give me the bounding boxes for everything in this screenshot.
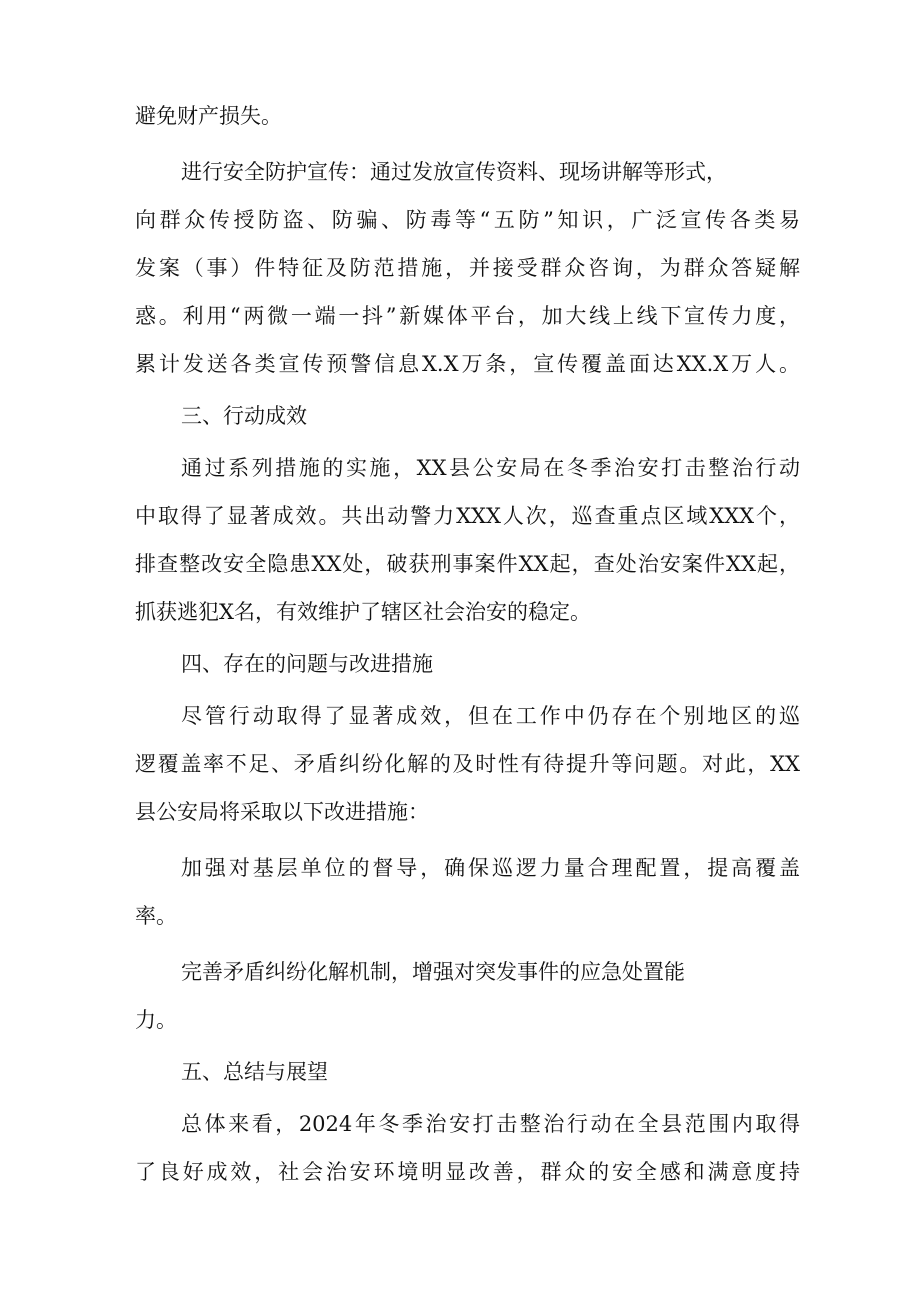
paragraph-improvement-2 (135, 948, 800, 1044)
spacer (135, 836, 800, 844)
paragraph-results (135, 444, 800, 636)
paragraph-improvement-1 (135, 844, 800, 940)
section-heading-issues: 四、存在的问题与改进措施 (181, 652, 433, 676)
text-line: 了良好成效，社会治安环境明显改善，群众的安全感和满意度持 (135, 1160, 800, 1184)
spacer (135, 940, 800, 948)
text-line: 中取得了显著成效。共出动警力XXX人次，巡查重点区域XXX个， (135, 504, 800, 528)
text-line: 惑。利用“两微一端一抖”新媒体平台，加大线上线下宣传力度， (135, 304, 800, 328)
text-line: 率。 (135, 904, 177, 928)
text-line: 逻覆盖率不足、矛盾纠纷化解的及时性有待提升等问题。对此，XX (135, 752, 800, 776)
paragraph-safety-publicity (135, 148, 800, 388)
text-line: 尽管行动取得了显著成效，但在工作中仍存在个别地区的巡 (181, 704, 800, 728)
paragraph-continuation (135, 92, 800, 140)
text-line: 累计发送各类宣传预警信息X.X万条，宣传覆盖面达XX.X万人。 (135, 352, 800, 376)
text-line: 力。 (135, 1008, 177, 1032)
text-line: 向群众传授防盗、防骗、防毒等“五防”知识，广泛宣传各类易 (135, 208, 800, 232)
text-line: 通过系列措施的实施，XX县公安局在冬季治安打击整治行动 (181, 456, 800, 480)
text-line: 完善矛盾纠纷化解机制，增强对突发事件的应急处置能 (181, 960, 685, 984)
document-body (135, 92, 800, 1196)
text-line: 加强对基层单位的督导，确保巡逻力量合理配置，提高覆盖 (181, 856, 800, 880)
text-line: 抓获逃犯X名，有效维护了辖区社会治安的稳定。 (135, 600, 591, 624)
section-heading-summary: 五、总结与展望 (181, 1060, 328, 1084)
paragraph-summary (135, 1100, 800, 1196)
text-line: 总体来看，2024年冬季治安打击整治行动在全县范围内取得 (181, 1112, 800, 1136)
text-line: 进行安全防护宣传：通过发放宣传资料、现场讲解等形式， (181, 160, 727, 184)
section-heading-results: 三、行动成效 (181, 404, 307, 428)
text-line: 避免财产损失。 (135, 104, 282, 128)
text-line: 发案（事）件特征及防范措施，并接受群众咨询，为群众答疑解 (135, 256, 800, 280)
text-line: 排查整改安全隐患XX处，破获刑事案件XX起，查处治安案件XX起， (135, 552, 800, 576)
paragraph-issues (135, 692, 800, 836)
text-line: 县公安局将采取以下改进措施： (135, 800, 429, 824)
